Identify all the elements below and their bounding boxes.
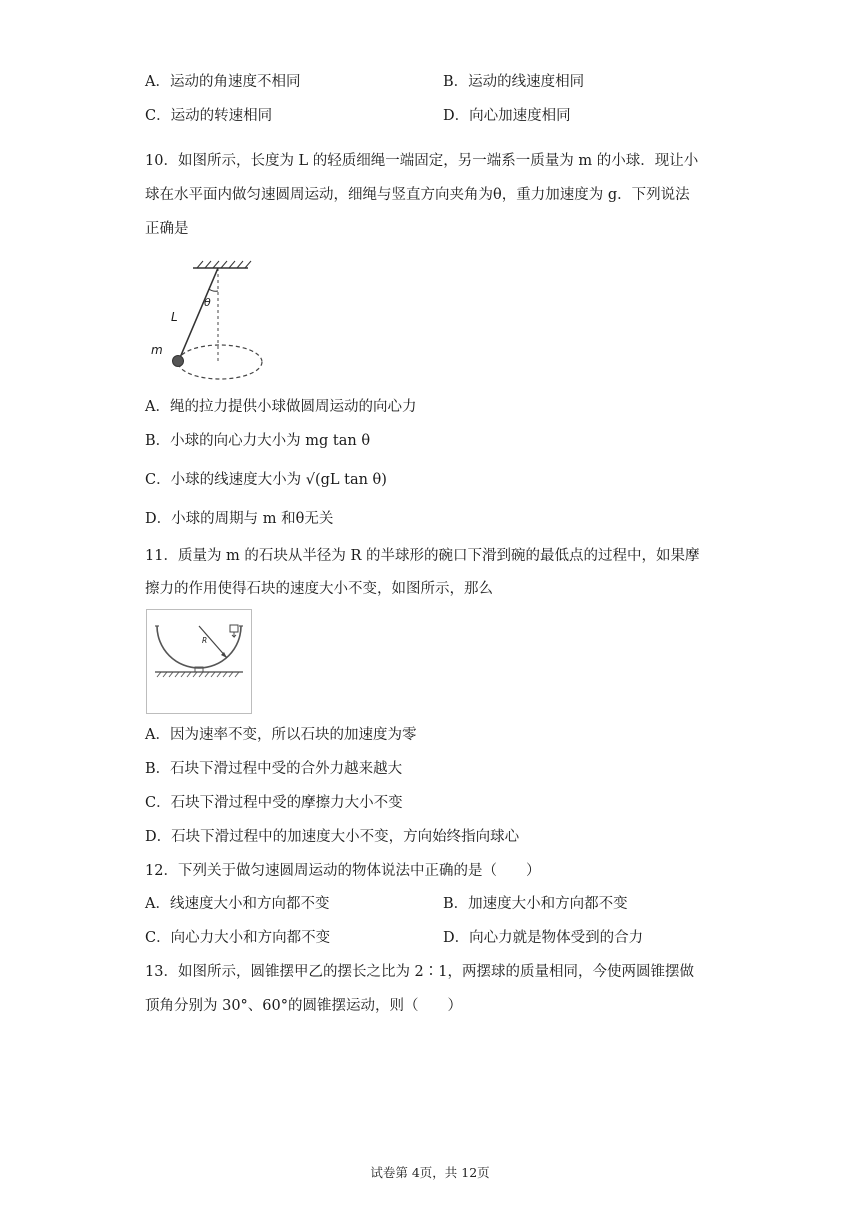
label-R: R <box>202 636 208 645</box>
q10-option-d: D．小球的周期与 m 和θ无关 <box>145 511 334 527</box>
q10-stem-line3: 正确是 <box>145 221 189 237</box>
q13-stem-line1: 13．如图所示，圆锥摆甲乙的摆长之比为 2∶1，两摆球的质量相同，今使两圆锥摆做 <box>145 964 695 980</box>
q10-option-c: C．小球的线速度大小为 √(gL tan θ) <box>145 472 387 488</box>
q10-option-a: A．绳的拉力提供小球做圆周运动的向心力 <box>145 399 417 415</box>
q12-option-b: B．加速度大小和方向都不变 <box>443 896 628 912</box>
q11-option-c: C．石块下滑过程中受的摩擦力大小不变 <box>145 795 403 811</box>
q13-stem-line2: 顶角分别为 30°、60°的圆锥摆运动，则（ ） <box>145 998 463 1014</box>
q11-option-d: D．石块下滑过程中的加速度大小不变，方向始终指向球心 <box>145 829 520 845</box>
label-L: L <box>171 310 178 324</box>
q10-option-b: B．小球的向心力大小为 mg tan θ <box>145 433 371 449</box>
q11-option-b: B．石块下滑过程中受的合外力越来越大 <box>145 761 403 777</box>
q12-option-d: D．向心力就是物体受到的合力 <box>443 930 644 946</box>
q10-stem-line2: 球在水平面内做匀速圆周运动，细绳与竖直方向夹角为θ，重力加速度为 g．下列说法 <box>145 187 690 203</box>
q12-option-c: C．向心力大小和方向都不变 <box>145 930 331 946</box>
q12-stem: 12．下列关于做匀速圆周运动的物体说法中正确的是（ ） <box>145 863 541 879</box>
q10-pendulum-figure <box>145 258 270 390</box>
q9-option-c: C．运动的转速相同 <box>145 108 273 124</box>
q12-option-a: A．线速度大小和方向都不变 <box>145 896 330 912</box>
q11-bowl-figure <box>146 609 252 714</box>
q9-option-b: B．运动的线速度相同 <box>443 74 585 90</box>
hemisphere-bowl-diagram <box>147 610 251 713</box>
q10-stem-line1: 10．如图所示，长度为 L 的轻质细绳一端固定，另一端系一质量为 m 的小球．现让小 <box>145 153 699 169</box>
conical-pendulum-diagram <box>145 258 270 386</box>
page-footer: 试卷第 4页，共 12页 <box>370 1165 490 1180</box>
label-m: m <box>151 343 163 357</box>
q11-option-a: A．因为速率不变，所以石块的加速度为零 <box>145 727 417 743</box>
q11-stem-line1: 11．质量为 m 的石块从半径为 R 的半球形的碗口下滑到碗的最低点的过程中，如果摩 <box>145 548 700 564</box>
q9-option-d: D．向心加速度相同 <box>443 108 571 124</box>
q9-option-a: A．运动的角速度不相同 <box>145 74 301 90</box>
label-theta: θ <box>204 296 211 309</box>
q11-stem-line2: 擦力的作用使得石块的速度大小不变，如图所示，那么 <box>145 581 493 597</box>
